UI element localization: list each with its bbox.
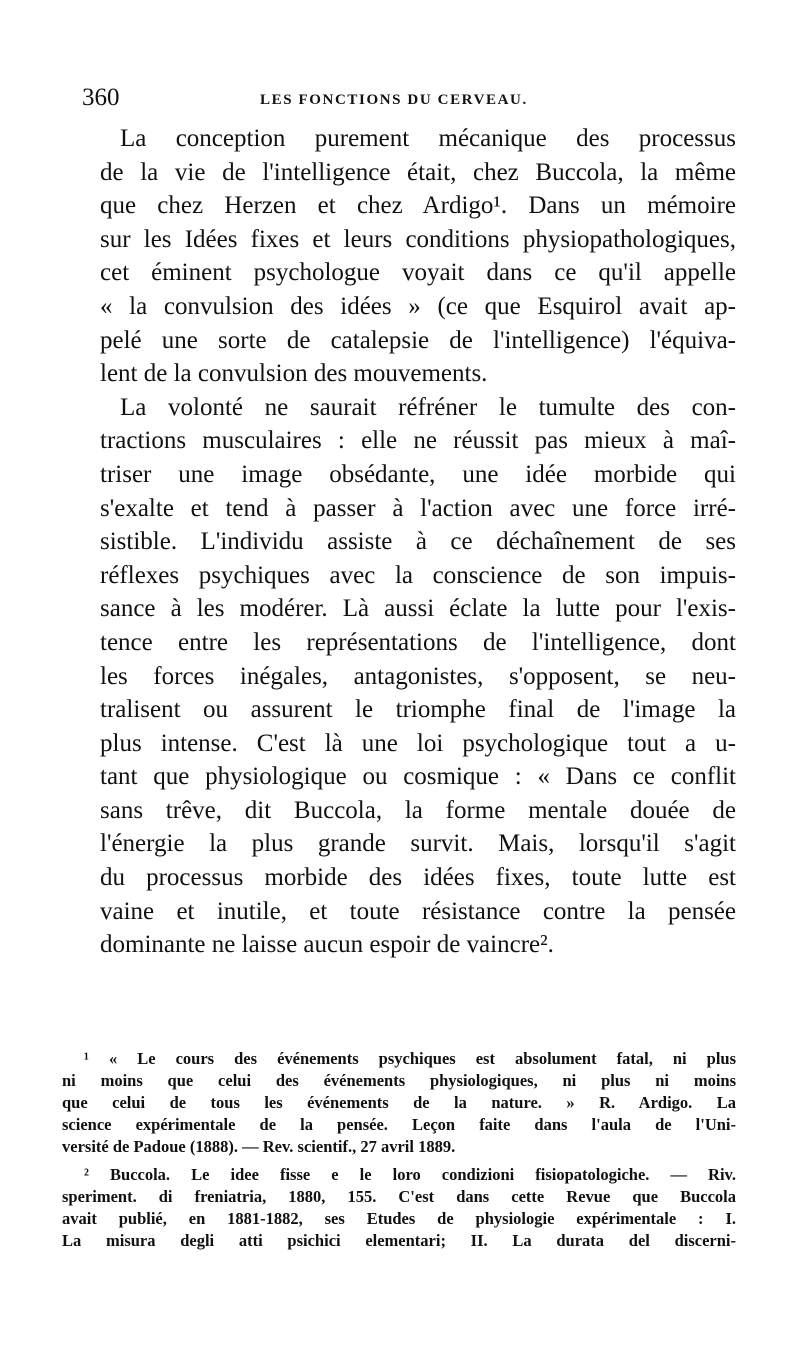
text-line: tralisent ou assurent le triomphe final de l'image la [100, 696, 736, 724]
text-line: l'énergie la plus grande survit. Mais, lorsqu'il s'agit [100, 830, 736, 858]
footnote-line: ² Buccola. Le idee fisse e le loro condizioni fisiopatologiche. — Riv. [84, 1165, 736, 1184]
footnotes [62, 1048, 736, 1252]
text-line: tence entre les représentations de l'intelligence, dont [100, 628, 736, 656]
footnote-line: que celui de tous les événements de la nature. » R. Ardigo. La [62, 1093, 736, 1112]
text-line: sistible. L'individu assiste à ce déchaînement de ses [100, 528, 736, 556]
text-line: cet éminent psychologue voyait dans ce qu'il appelle [100, 259, 736, 287]
footnote-line: science expérimentale de la pensée. Leçon faite dans l'aula de l'Uni- [62, 1115, 736, 1134]
text-line: « la convulsion des idées » (ce que Esquirol avait ap- [100, 292, 736, 320]
page-header [82, 84, 742, 114]
text-line: plus intense. C'est là une loi psychologique tout a u- [100, 729, 736, 757]
text-line: dominante ne laisse aucun espoir de vaincre². [100, 931, 554, 959]
text-line: tant que physiologique ou cosmique : « Dans ce conflit [100, 763, 736, 791]
body-text [100, 122, 736, 962]
footnote-line: avait publié, en 1881-1882, ses Etudes de physiologie expérimentale : I. [62, 1209, 736, 1228]
text-line: tractions musculaires : elle ne réussit pas mieux à maî- [100, 427, 736, 455]
text-line: La conception purement mécanique des processus [120, 125, 736, 152]
running-head: LES FONCTIONS DU CERVEAU. [260, 92, 528, 108]
footnote-line: speriment. di freniatria, 1880, 155. C'est dans cette Revue que Buccola [62, 1187, 736, 1206]
text-line: du processus morbide des idées fixes, toute lutte est [100, 864, 736, 892]
text-line: pelé une sorte de catalepsie de l'intelligence) l'équiva- [100, 326, 736, 354]
text-line: lent de la convulsion des mouvements. [100, 360, 488, 388]
text-line: vaine et inutile, et toute résistance contre la pensée [100, 897, 736, 925]
text-line: sans trêve, dit Buccola, la forme mentale douée de [100, 796, 736, 824]
text-line: de la vie de l'intelligence était, chez Buccola, la même [100, 158, 736, 186]
text-line: que chez Herzen et chez Ardigo¹. Dans un mémoire [100, 192, 736, 220]
text-line: s'exalte et tend à passer à l'action avec une force irré- [100, 494, 736, 522]
text-line: réflexes psychiques avec la conscience de son impuis- [100, 561, 736, 589]
footnote-line: La misura degli atti psichici elementari; II. La durata del discerni- [62, 1231, 736, 1250]
text-line: les forces inégales, antagonistes, s'opposent, se neu- [100, 662, 736, 690]
text-line: La volonté ne saurait réfréner le tumulte des con- [120, 393, 736, 421]
text-line: sance à les modérer. Là aussi éclate la lutte pour l'exis- [100, 595, 736, 623]
text-line: triser une image obsédante, une idée morbide qui [100, 460, 736, 488]
page-number: 360 [82, 84, 120, 111]
text-line: sur les Idées fixes et leurs conditions physiopathologiques, [100, 225, 736, 253]
footnote-line: ni moins que celui des événements physiologiques, ni plus ni moins [62, 1071, 736, 1090]
footnote-line: ¹ « Le cours des événements psychiques est absolument fatal, ni plus [84, 1049, 736, 1068]
footnote-line: versité de Padoue (1888). — Rev. scientif., 27 avril 1889. [62, 1137, 456, 1156]
